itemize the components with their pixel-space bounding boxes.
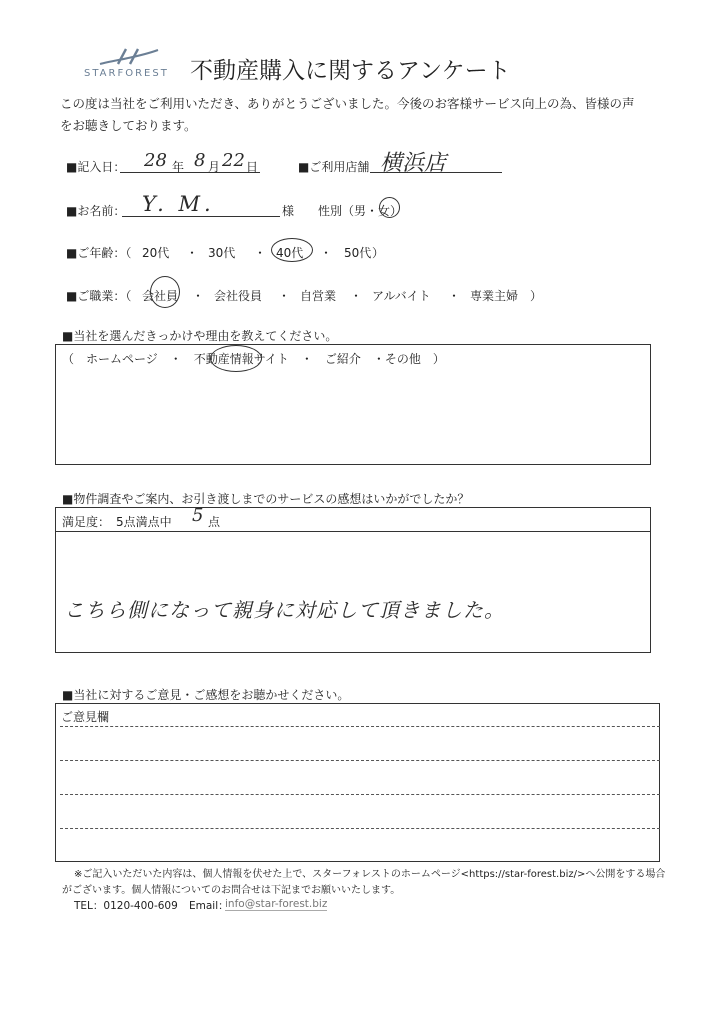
- name-label: ■お名前：: [66, 204, 126, 218]
- age-separator: ・: [186, 246, 199, 260]
- date-year-value: 28: [144, 150, 167, 171]
- q2-divider: [55, 531, 651, 532]
- job-separator: ・: [192, 289, 205, 303]
- age-option-30: 30代: [208, 246, 236, 260]
- day-unit: 日: [246, 160, 259, 174]
- store-value: 横浜店: [380, 151, 447, 176]
- name-underline: [122, 216, 280, 217]
- job-separator: ・: [448, 289, 461, 303]
- q2-score-label: 満足度： 5点満点中: [62, 515, 172, 529]
- age-option-50: 50代: [344, 246, 372, 260]
- footer-email-link[interactable]: info@star-forest.biz: [225, 898, 328, 910]
- footer-note-1: ※ご記入いただいた内容は、個人情報を伏せた上で、スターフォレストのホームページ<https://star-forest.biz/>へ公開をする場合: [74, 869, 666, 880]
- age-option-20: 20代: [142, 246, 170, 260]
- year-unit: 年: [172, 160, 185, 174]
- job-label: ■ご職業：（: [66, 289, 132, 303]
- date-underline: [120, 172, 260, 173]
- job-separator: ・: [350, 289, 363, 303]
- q1-selected-circle: [210, 345, 262, 372]
- job-option-executive: 会社役員: [214, 289, 263, 303]
- date-month-value: 8: [194, 150, 206, 171]
- age-label: ■ご年齢：（: [66, 246, 132, 260]
- store-label: ■ご利用店舗: [298, 160, 370, 174]
- age-separator: ・: [320, 246, 333, 260]
- month-unit: 月: [208, 160, 221, 174]
- age-option-40: 40代: [276, 246, 304, 260]
- q2-score-value: 5: [192, 505, 204, 526]
- q1-heading: ■当社を選んだきっかけや理由を教えてください。: [62, 329, 338, 343]
- job-option-homemaker: 専業主婦: [470, 289, 519, 303]
- dashed-line: [60, 760, 660, 761]
- logo-text: STARFOREST: [84, 68, 169, 79]
- age-selected-circle: [271, 238, 313, 262]
- starforest-logo-icon: [96, 46, 160, 68]
- job-option-employee: 会社員: [142, 289, 179, 303]
- job-selected-circle: [150, 276, 180, 308]
- gender-selected-circle: [379, 197, 400, 218]
- q3-heading: ■当社に対するご意見・ご感想をお聴かせください。: [62, 688, 350, 702]
- job-close: ）: [530, 289, 543, 303]
- job-separator: ・: [278, 289, 291, 303]
- job-option-self-employed: 自営業: [300, 289, 337, 303]
- name-suffix: 様: [282, 204, 295, 218]
- footer-note-2: がございます。個人情報についてのお問合せは下記までお願いいたします。: [62, 885, 401, 896]
- age-close: ）: [372, 246, 385, 260]
- age-separator: ・: [254, 246, 267, 260]
- date-day-value: 22: [222, 150, 245, 171]
- footer-email-label: Email：: [189, 900, 229, 912]
- dashed-line: [60, 794, 660, 795]
- job-option-part-time: アルバイト: [372, 289, 431, 303]
- name-value: Y. M.: [142, 192, 215, 216]
- gender-label: 性別（男・女）: [318, 204, 403, 218]
- q2-score-unit: 点: [208, 515, 221, 529]
- q2-answer-text: こちら側になって親身に対応して頂きました。: [64, 598, 505, 622]
- q1-options: （ ホームページ ・ 不動産情報サイト ・ ご紹介 ・その他 ）: [62, 352, 445, 366]
- dashed-line: [60, 828, 660, 829]
- q2-heading: ■物件調査やご案内、お引き渡しまでのサービスの感想はいかがでしたか？: [62, 492, 470, 506]
- page-title: 不動産購入に関するアンケート: [190, 58, 511, 84]
- q3-box-label: ご意見欄: [61, 710, 110, 724]
- intro-line-2: をお聴きしております。: [60, 118, 197, 133]
- footer-tel: TEL：0120-400-609: [74, 900, 178, 912]
- date-label: ■記入日：: [66, 160, 126, 174]
- intro-line-1: この度は当社をご利用いただき、ありがとうございました。今後のお客様サービス向上の為、皆様の声: [60, 96, 635, 111]
- dashed-line: [60, 726, 660, 727]
